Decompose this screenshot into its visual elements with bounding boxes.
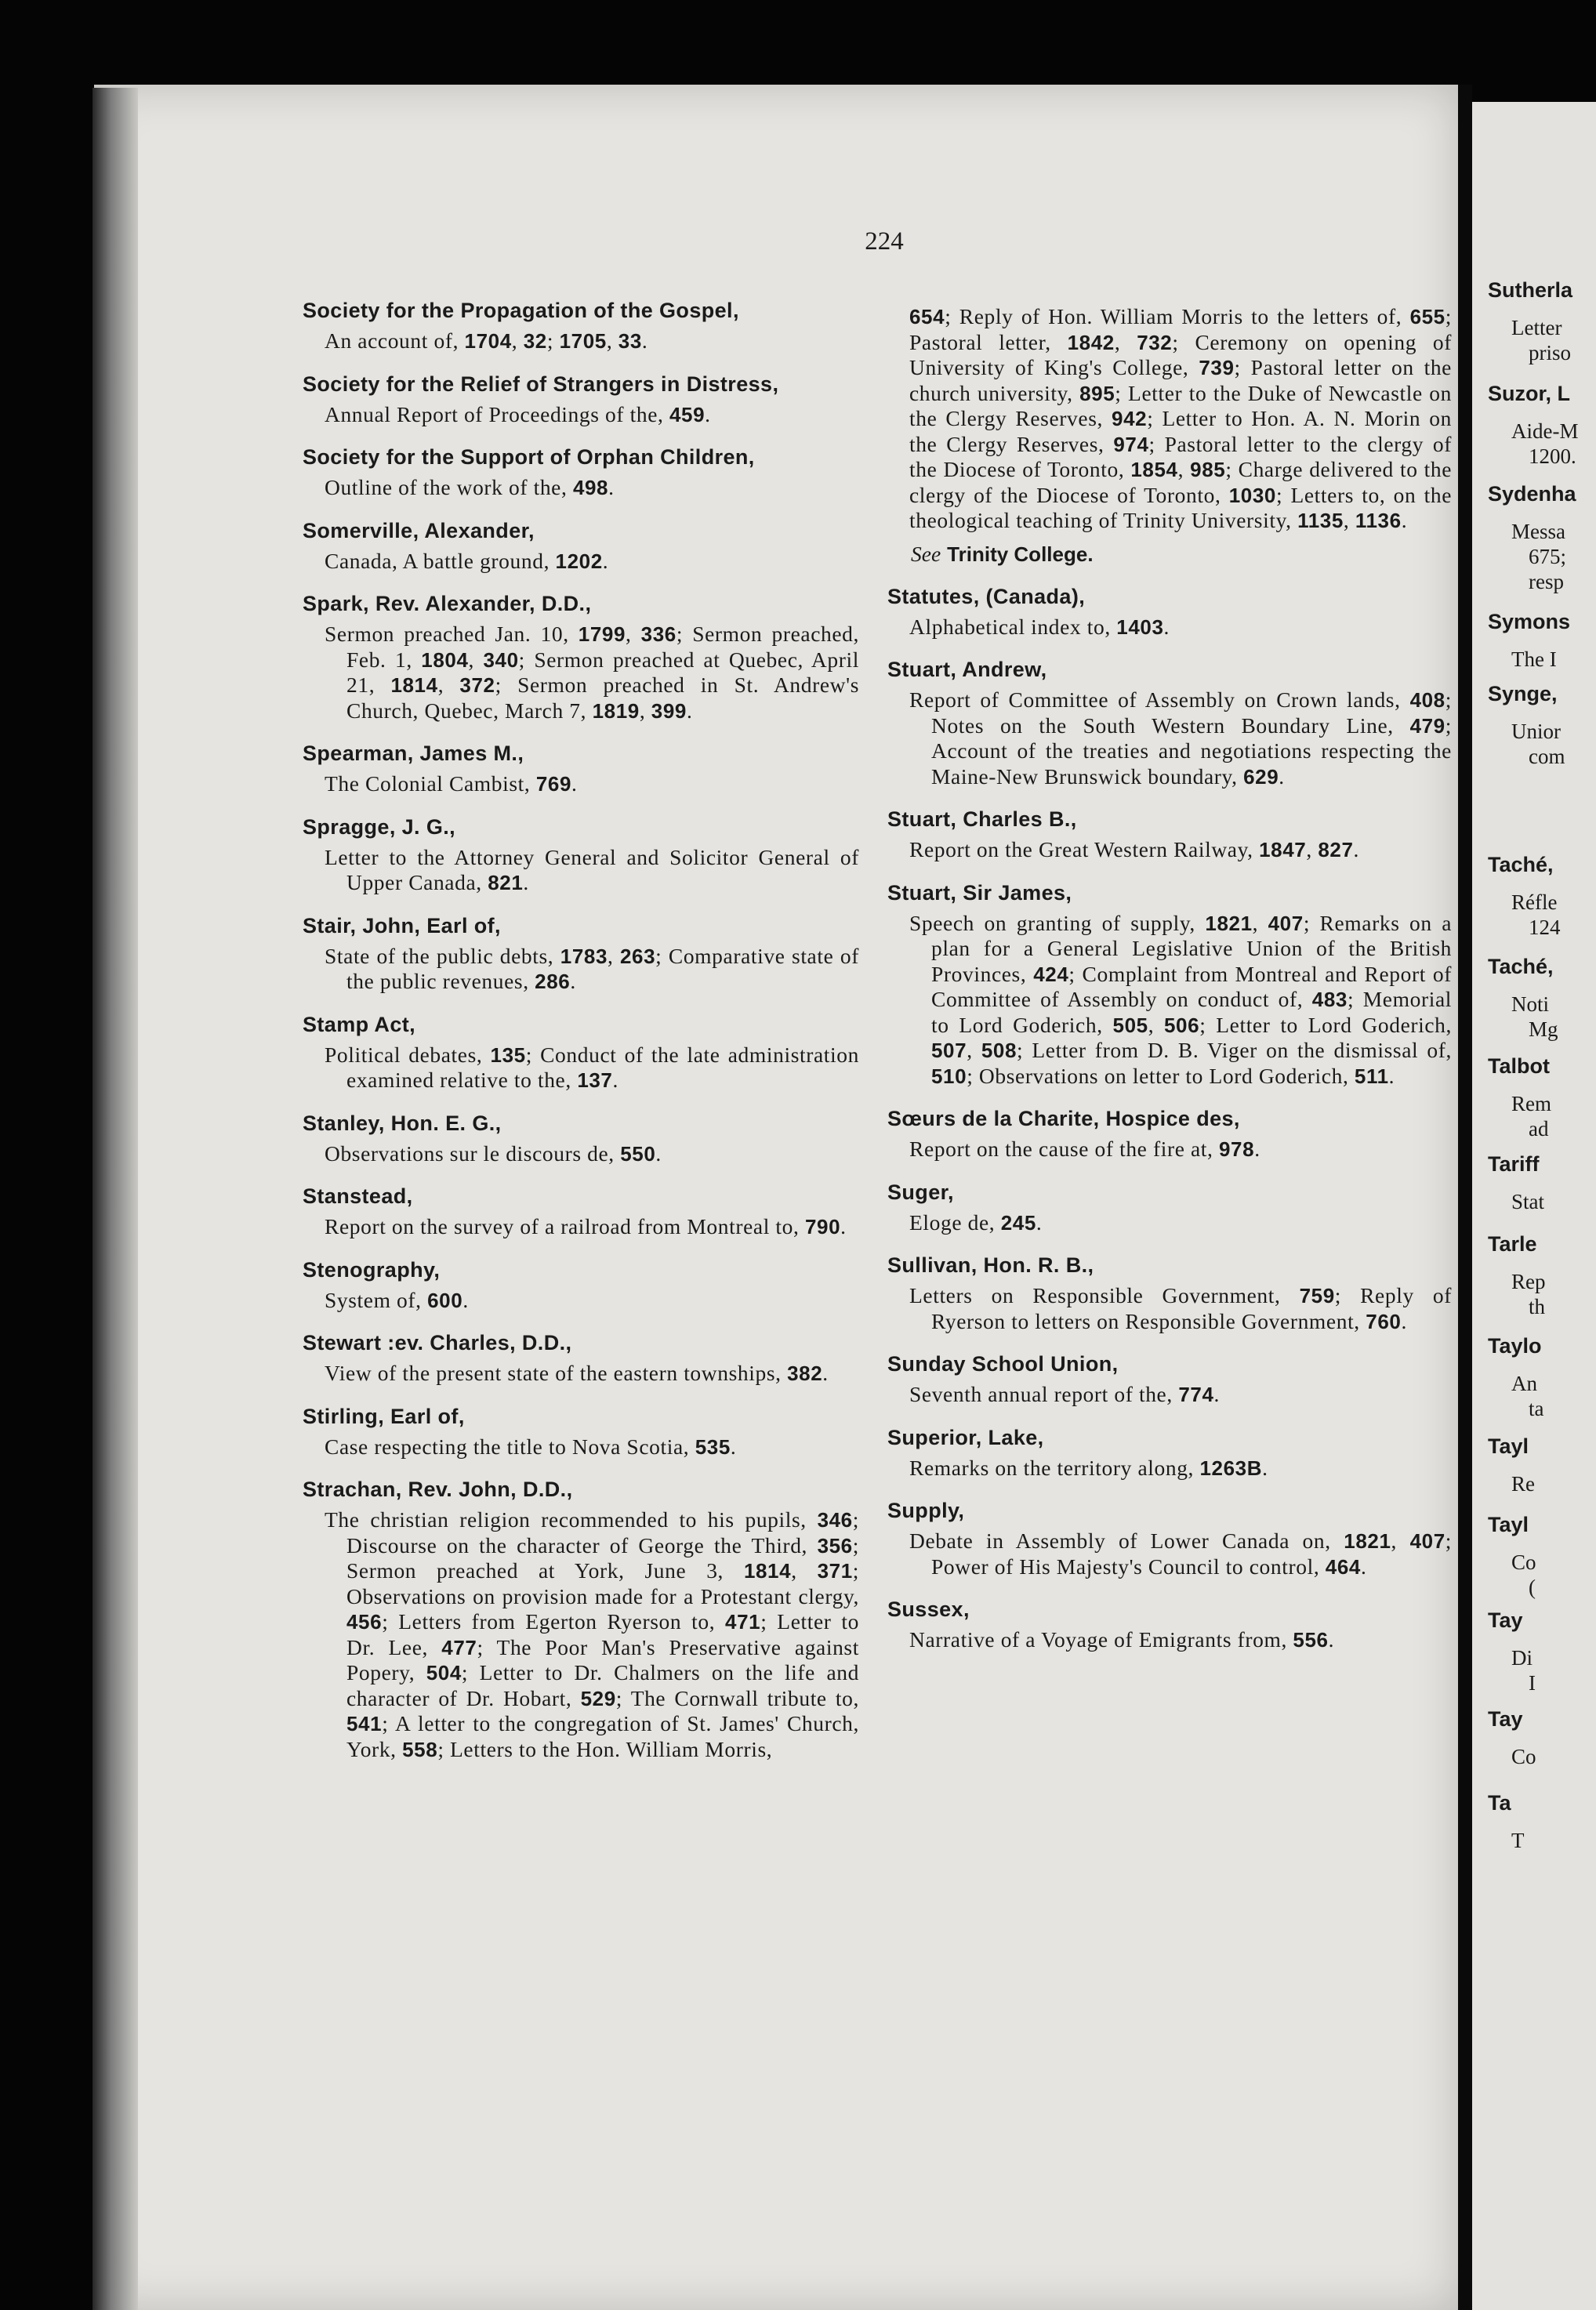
left-column xyxy=(303,298,859,1779)
entry-heading: Stamp Act, xyxy=(303,1012,416,1036)
facing-entry-heading: Symons xyxy=(1488,610,1571,633)
facing-entry-text: I xyxy=(1529,1671,1536,1695)
facing-entry-text: Mg xyxy=(1529,1017,1558,1041)
facing-entry-text: 124 xyxy=(1529,916,1561,939)
entry-text: Narrative of a Voyage of Emigrants from, 556. xyxy=(909,1627,1335,1652)
right-column xyxy=(887,304,1452,1670)
facing-entry-text: Rep xyxy=(1511,1270,1546,1293)
facing-entry-text: 1200. xyxy=(1529,444,1576,468)
continued-entry-text: 654; Reply of Hon. William Morris to the letters of, 655; Pastoral letter, 1842, 732; Ceremony on opening of University of King's College, 739; Pastoral letter on the church university, 895; Letter to the Duke of Newcastle on the Clergy Reserves, 942; Letter to Hon. A. N. Morin on the Clergy Reserves, 974; Pastoral letter to the clergy of the Diocese of Toronto, 1854, 985; Charge delivered to the clergy of the Diocese of Toronto, 1030; Letters to, on the theological teaching of Trinity University, 1135, 1136. xyxy=(909,304,1453,532)
index-entry xyxy=(303,913,859,995)
index-entry xyxy=(887,1597,1452,1653)
entry-text: Political debates, 135; Conduct of the late administration examined relative to the, 137. xyxy=(325,1042,859,1092)
facing-entry-text: ad xyxy=(1529,1117,1549,1140)
entry-text: Report of Committee of Assembly on Crown lands, 408; Notes on the South Western Boundary Line, 479; Account of the treaties and negotiations respecting the Maine-New Brunswick boundary, 629. xyxy=(909,687,1452,789)
facing-entry-text: T xyxy=(1511,1829,1525,1852)
entry-text: Speech on granting of supply, 1821, 407; Remarks on a plan for a General Legislative Union of the British Provinces, 424; Complaint from Montreal and Report of Committee of Assembly on conduct of, 483; Memorial to Lord Goderich, 505, 506; Letter to Lord Goderich, 507, 508; Letter from D. B. Viger on the dismissal of, 510; Observations on letter to Lord Goderich, 511. xyxy=(909,910,1453,1088)
entry-heading: Spark, Rev. Alexander, D.D., xyxy=(303,592,592,615)
entry-text: Report on the cause of the fire at, 978. xyxy=(909,1137,1260,1161)
entry-heading: Stanley, Hon. E. G., xyxy=(303,1111,502,1135)
entry-text: View of the present state of the eastern townships, 382. xyxy=(325,1361,829,1385)
entry-heading: Spragge, J. G., xyxy=(303,814,456,839)
entry-text: Alphabetical index to, 1403. xyxy=(909,614,1170,639)
facing-entry-heading: Tay xyxy=(1488,1707,1523,1731)
entry-text: Sermon preached Jan. 10, 1799, 336; Sermon preached, Feb. 1, 1804, 340; Sermon preached at Quebec, April 21, 1814, 372; Sermon preached in St. Andrew's Church, Quebec, March 7, 1819, 399. xyxy=(325,622,859,723)
index-entry xyxy=(887,657,1452,789)
entry-heading: Strachan, Rev. John, D.D., xyxy=(303,1478,573,1501)
entry-heading: Superior, Lake, xyxy=(887,1425,1044,1449)
facing-entry-text: Rem xyxy=(1511,1092,1551,1115)
entry-heading: Stenography, xyxy=(303,1257,441,1282)
facing-entry-text: 675; xyxy=(1529,545,1567,568)
book-spine xyxy=(92,88,138,2310)
entry-heading: Stuart, Charles B., xyxy=(887,807,1077,831)
entry-text: Annual Report of Proceedings of the, 459. xyxy=(325,401,711,426)
facing-entry-text: Noti xyxy=(1511,992,1550,1016)
facing-entry-text: ta xyxy=(1529,1397,1544,1420)
see-reference xyxy=(911,542,1452,567)
entry-text: State of the public debts, 1783, 263; Comparative state of the public revenues, 286. xyxy=(325,943,859,993)
entry-heading: Stuart, Sir James, xyxy=(887,880,1072,905)
index-entry xyxy=(303,1012,859,1093)
index-entry xyxy=(887,880,1452,1090)
entry-text: Letters on Responsible Government, 759; Reply of Ryerson to letters on Responsible Government, 760. xyxy=(909,1283,1452,1333)
facing-entry-text: An xyxy=(1511,1372,1537,1395)
index-entry xyxy=(887,807,1452,863)
index-entry xyxy=(887,1253,1452,1334)
facing-entry-text: Messa xyxy=(1511,520,1565,543)
entry-heading: Sunday School Union, xyxy=(887,1352,1119,1376)
index-entry xyxy=(303,298,859,354)
facing-entry-text: com xyxy=(1529,745,1565,768)
facing-entry-heading: Taylo xyxy=(1488,1334,1542,1358)
entry-heading: Stirling, Earl of, xyxy=(303,1404,465,1428)
facing-entry-text: Co xyxy=(1511,1550,1536,1574)
entry-heading: Stair, John, Earl of, xyxy=(303,913,501,937)
entry-heading: Society for the Support of Orphan Children, xyxy=(303,445,755,469)
entry-heading: Supply, xyxy=(887,1499,965,1522)
index-entry xyxy=(303,814,859,896)
facing-entry-heading: Sydenha xyxy=(1488,482,1576,506)
entry-heading: Sussex, xyxy=(887,1597,970,1621)
entry-text: Letter to the Attorney General and Solicitor General of Upper Canada, 821. xyxy=(325,844,859,894)
index-entry xyxy=(303,741,859,797)
facing-entry-heading: Tariff xyxy=(1488,1152,1540,1176)
see-target: Trinity College. xyxy=(947,542,1094,566)
index-entry xyxy=(303,1111,859,1167)
entry-heading: Society for the Relief of Strangers in Distress, xyxy=(303,372,779,396)
index-entry xyxy=(303,1404,859,1460)
index-entry xyxy=(303,1257,859,1314)
facing-entry-heading: Ta xyxy=(1488,1791,1511,1815)
facing-entry-text: The I xyxy=(1511,647,1557,671)
index-entry xyxy=(303,518,859,575)
entry-text: Remarks on the territory along, 1263B. xyxy=(909,1455,1268,1480)
entry-text: The christian religion recommended to his pupils, 346; Discourse on the character of George the Third, 356; Sermon preached at York, June 3, 1814, 371; Observations on provision made for a Protestant clergy, 456; Letters from Egerton Ryerson to, 471; Letter to Dr. Lee, 477; The Poor Man's Preservative against Popery, 504; Letter to Dr. Chalmers on the life and character of Dr. Hobart, 529; The Cornwall tribute to, 541; A letter to the congregation of St. James' Church, York, 558; Letters to the Hon. William Morris, xyxy=(325,1507,860,1761)
entry-text: Case respecting the title to Nova Scotia, 535. xyxy=(325,1434,737,1459)
index-entry xyxy=(887,1498,1452,1579)
right-column-entries xyxy=(887,584,1452,1653)
entry-heading: Stewart :ev. Charles, D.D., xyxy=(303,1331,572,1354)
facing-entry-heading: Tayl xyxy=(1488,1434,1529,1458)
entry-text: Report on the survey of a railroad from Montreal to, 790. xyxy=(325,1214,847,1238)
page-number: 224 xyxy=(865,227,904,256)
facing-entry-text: Letter xyxy=(1511,316,1562,339)
facing-entry-heading: Tarle xyxy=(1488,1232,1537,1256)
entry-heading: Society for the Propagation of the Gospel, xyxy=(303,299,739,322)
entry-heading: Statutes, (Canada), xyxy=(887,584,1086,608)
facing-entry-heading: Sutherla xyxy=(1488,278,1573,302)
facing-entry-text: Di xyxy=(1511,1646,1533,1670)
entry-text: The Colonial Cambist, 769. xyxy=(325,771,578,796)
page-gutter xyxy=(1458,85,1472,2310)
index-entry xyxy=(887,1351,1452,1408)
entry-heading: Sœurs de la Charite, Hospice des, xyxy=(887,1107,1240,1130)
index-entry xyxy=(887,1180,1452,1236)
facing-entry-heading: Talbot xyxy=(1488,1054,1550,1078)
entry-text: Outline of the work of the, 498. xyxy=(325,475,615,499)
facing-entry-text: ( xyxy=(1529,1576,1536,1599)
entry-text: Eloge de, 245. xyxy=(909,1209,1043,1235)
entry-heading: Stuart, Andrew, xyxy=(887,658,1047,681)
facing-entry-heading: Suzor, L xyxy=(1488,382,1571,405)
entry-heading: Spearman, James M., xyxy=(303,742,524,765)
facing-entry-heading: Taché, xyxy=(1488,853,1554,876)
entry-text: Canada, A battle ground, 1202. xyxy=(325,548,609,573)
facing-entry-text: priso xyxy=(1529,341,1571,364)
index-entry xyxy=(303,591,859,723)
facing-entry-text: Aide-M xyxy=(1511,419,1579,443)
entry-text: Report on the Great Western Railway, 1847, 827. xyxy=(909,837,1359,861)
facing-entry-heading: Synge, xyxy=(1488,682,1558,705)
entry-text: Debate in Assembly of Lower Canada on, 1821, 407; Power of His Majesty's Council to control, 464. xyxy=(909,1529,1453,1579)
index-entry xyxy=(303,444,859,501)
entry-text: Seventh annual report of the, 774. xyxy=(909,1382,1220,1406)
entry-text: An account of, 1704, 32; 1705, 33. xyxy=(325,328,648,353)
index-entry xyxy=(303,1477,859,1762)
facing-entry-text: Unior xyxy=(1511,720,1561,743)
index-entry xyxy=(887,1425,1452,1481)
entry-heading: Stanstead, xyxy=(303,1184,413,1208)
facing-entry-heading: Taché, xyxy=(1488,955,1554,978)
index-entry xyxy=(303,1330,859,1387)
facing-entry-text: th xyxy=(1529,1295,1546,1318)
facing-entry-text: Re xyxy=(1511,1472,1535,1496)
index-entry xyxy=(887,584,1452,640)
entry-heading: Sullivan, Hon. R. B., xyxy=(887,1253,1094,1277)
entry-heading: Suger, xyxy=(887,1180,954,1204)
facing-entry-text: Co xyxy=(1511,1745,1536,1768)
facing-entry-heading: Tay xyxy=(1488,1608,1523,1632)
facing-entry-text: Réfle xyxy=(1511,890,1558,914)
see-label: See xyxy=(911,541,941,566)
index-entry xyxy=(887,1106,1452,1162)
index-entry xyxy=(303,372,859,428)
entry-text: System of, 600. xyxy=(325,1287,469,1312)
index-entry xyxy=(303,1184,859,1240)
facing-entry-heading: Tayl xyxy=(1488,1513,1529,1536)
entry-text: Observations sur le discours de, 550. xyxy=(325,1140,662,1166)
facing-entry-text: Stat xyxy=(1511,1190,1545,1213)
entry-heading: Somerville, Alexander, xyxy=(303,518,535,542)
facing-entry-text: resp xyxy=(1529,570,1564,593)
